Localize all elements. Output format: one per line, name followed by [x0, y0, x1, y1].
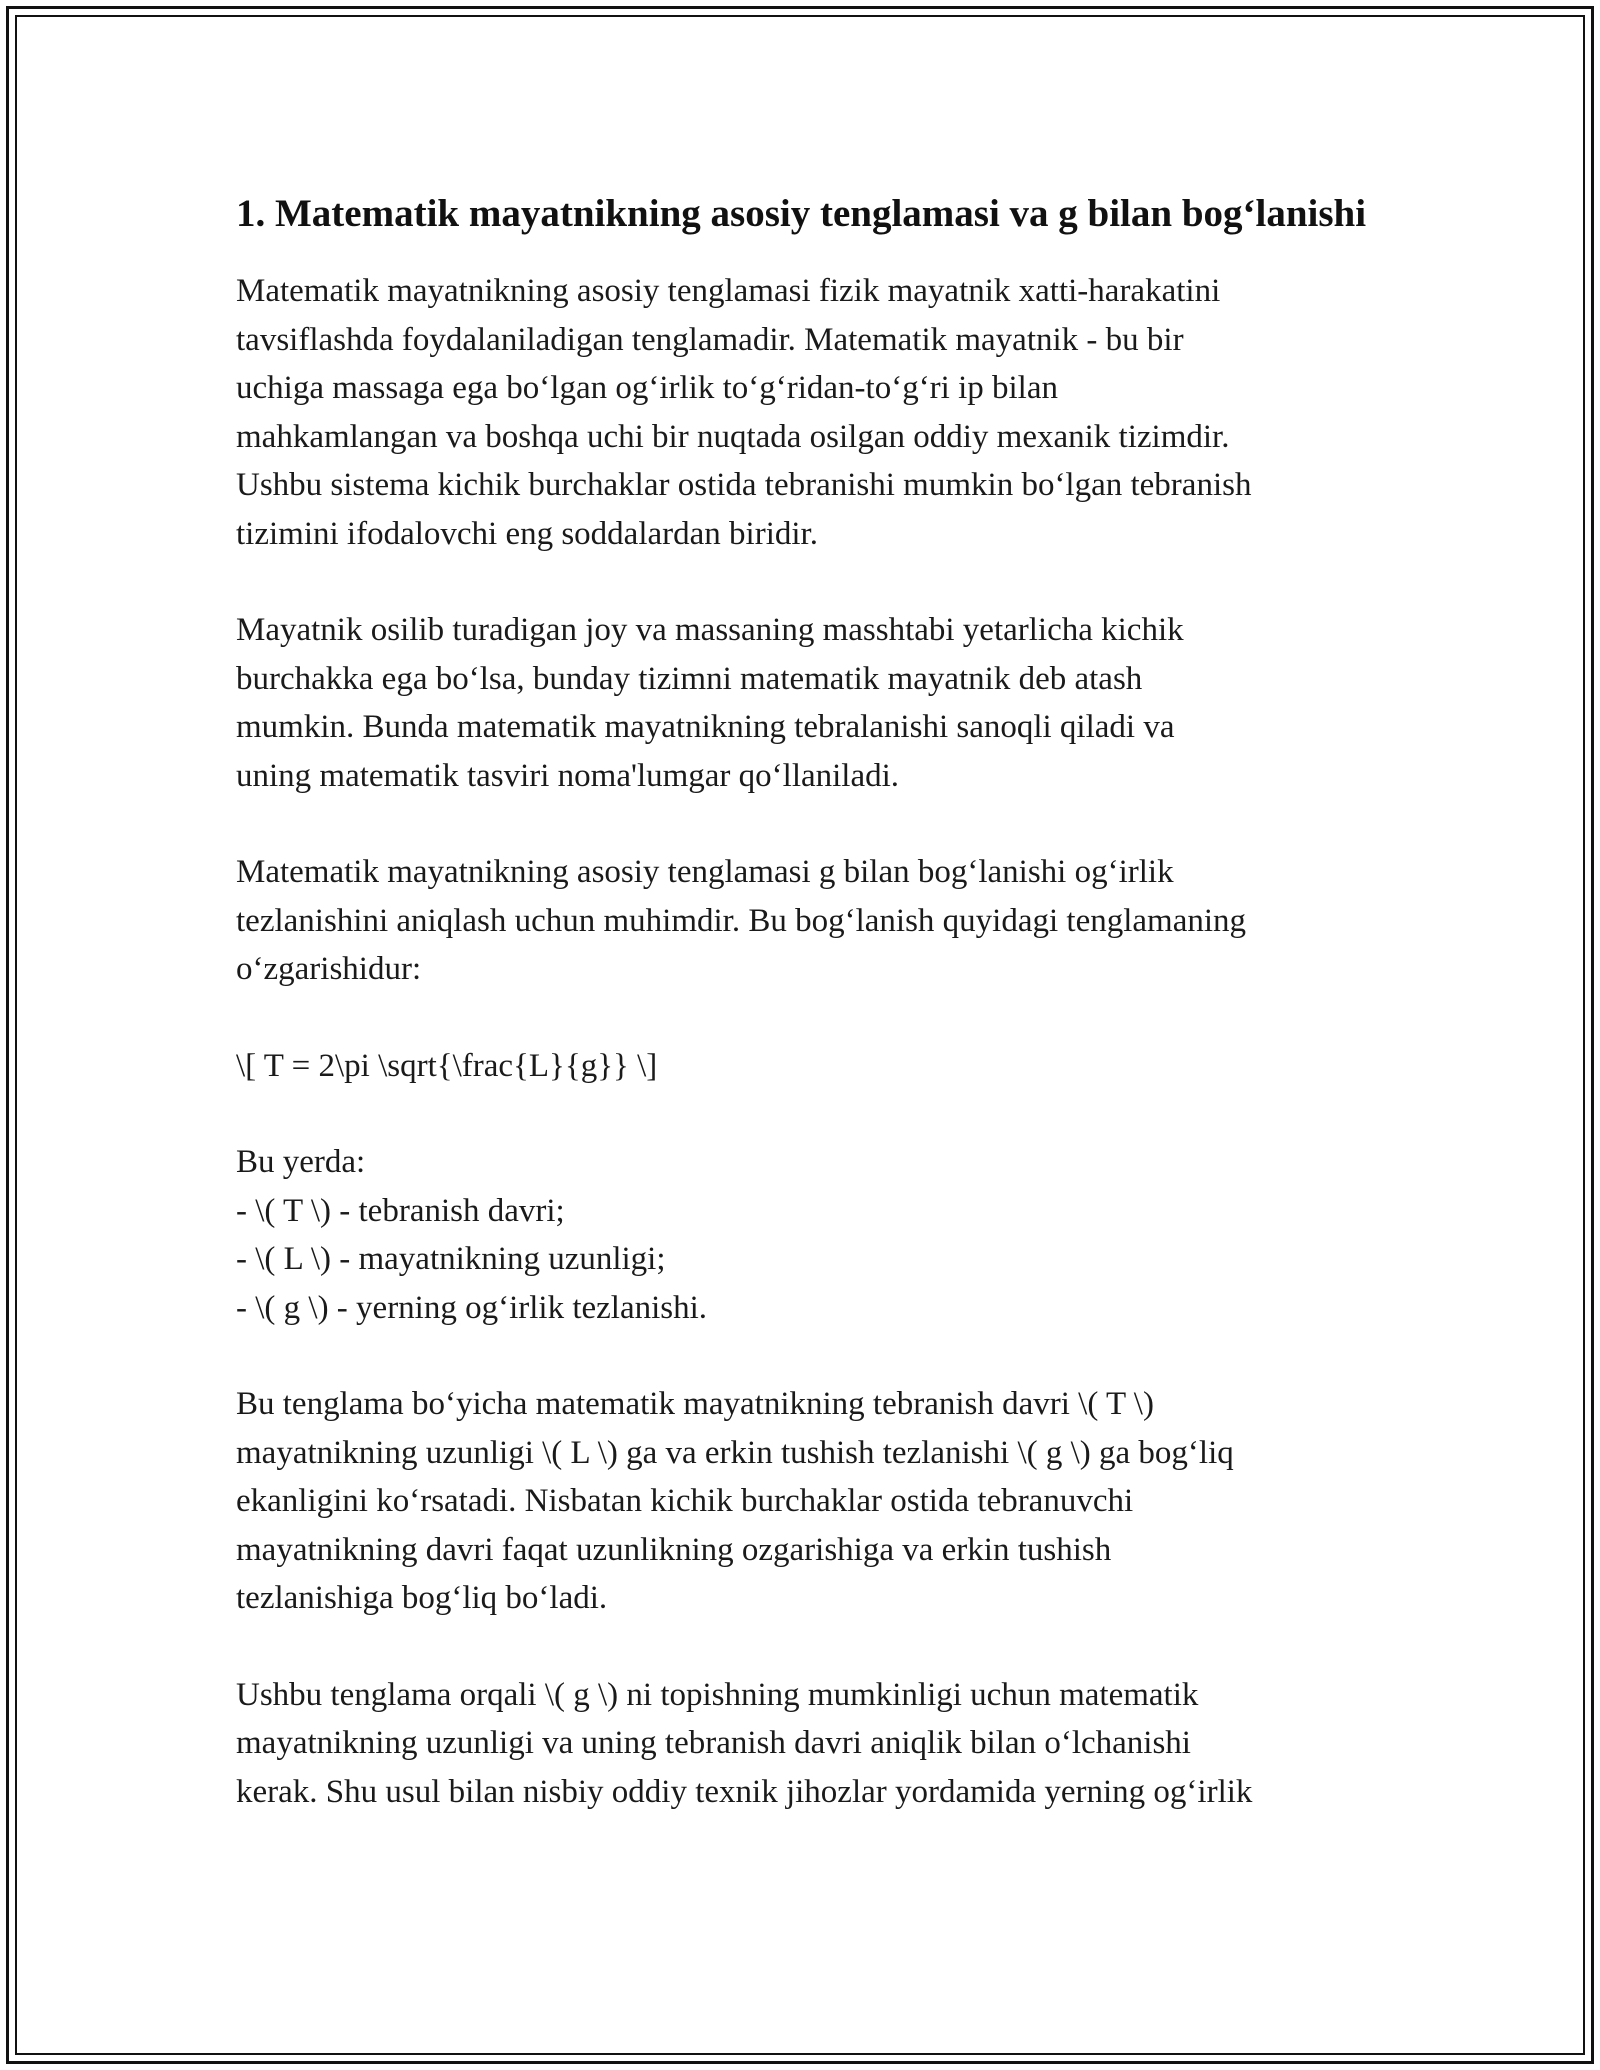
definitions-intro: Bu yerda: — [236, 1144, 366, 1180]
definition-item-t: - \( T \) - tebranish davri; — [236, 1192, 565, 1229]
paragraph-period-dependence: Bu tenglama bo‘yicha matematik mayatnikning tebranish davri \( T \) mayatnikning uzunligi \( L \) ga va erkin tushish tezlanishi \( g \) ga bog‘liq ekanligini ko‘rsatadi. Nisbatan kichik burchaklar ostida tebranuvchi mayatnikning davri faqat uzunlikning ozgarishiga va erkin tushish tezlanishiga bog‘liq bo‘ladi. — [236, 1386, 1234, 1616]
paragraph-measuring-g: Ushbu tenglama orqali \( g \) ni topishning mumkinligi uchun matematik mayatnikning uzunligi va uning tebranish davri aniqlik bilan o‘lchanishi kerak. Shu usul bilan nisbiy oddiy texnik jihozlar yordamida yerning og‘irlik — [236, 1676, 1253, 1810]
paragraph-definition: Matematik mayatnikning asosiy tenglamasi fizik mayatnik xatti-harakatini tavsiflashda foydalaniladigan tenglamadir. Matematik mayatnik - bu bir uchiga massaga ega bo‘lgan og‘irlik to‘g‘ridan-to‘g‘ri ip bilan mahkamlangan va boshqa uchi bir nuqtada osilgan oddiy mexanik tizimdir. Ushbu sistema kichik burchaklar ostida tebranishi mumkin bo‘lgan tebranish tizimini ifodalovchi eng soddalardan biridir. — [236, 273, 1252, 552]
document-body — [236, 186, 1386, 1864]
section-title: 1. Matematik mayatnikning asosiy tenglamasi va g bilan bog‘lanishi — [236, 192, 1367, 235]
period-formula: \[ T = 2\pi \sqrt{\frac{L}{g}} \] — [236, 1047, 658, 1084]
paragraph-g-relation: Matematik mayatnikning asosiy tenglamasi g bilan bog‘lanishi og‘irlik tezlanishini aniqlash uchun muhimdir. Bu bog‘lanish quyidagi tenglamaning o‘zgarishidur: — [236, 854, 1247, 987]
definition-item-l: - \( L \) - mayatnikning uzunligi; — [236, 1241, 666, 1277]
paragraph-conditions: Mayatnik osilib turadigan joy va massaning masshtabi yetarlicha kichik burchakka ega bo‘lsa, bunday tizimni matematik mayatnik deb atash mumkin. Bunda matematik mayatnikning tebralanishi sanoqli qiladi va uning matematik tasviri noma'lumgar qo‘llaniladi. — [236, 612, 1184, 794]
variable-definitions — [236, 1138, 1386, 1332]
definition-item-g: - \( g \) - yerning og‘irlik tezlanishi. — [236, 1289, 708, 1326]
